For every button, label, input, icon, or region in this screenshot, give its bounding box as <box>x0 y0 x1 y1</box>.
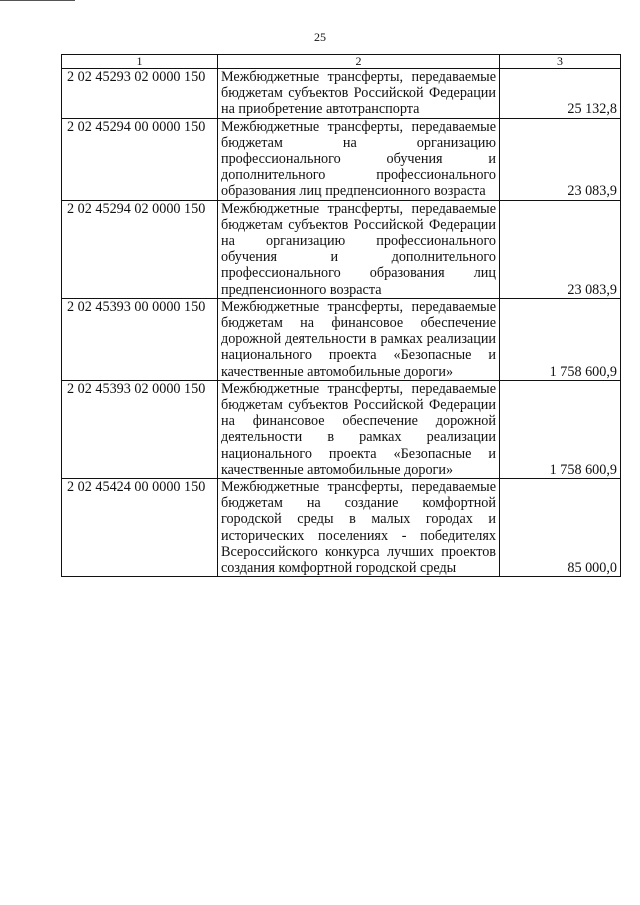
amount-value: 23 083,9 <box>500 118 621 200</box>
transfer-description: Межбюджетные трансферты, передаваемые бюджетам субъектов Российской Федерации на приобретение автотранспорта <box>218 69 500 119</box>
transfer-description: Межбюджетные трансферты, передаваемые бюджетам на создание комфортной городской среды в малых городах и исторических поселениях - победителях Всероссийского конкурса лучших проектов создания комфортной городской среды <box>218 479 500 577</box>
page-corner-mark <box>0 0 75 3</box>
transfer-description: Межбюджетные трансферты, передаваемые бюджетам субъектов Российской Федерации на организацию профессионального обучения и дополнительного профессионального образования лиц предпенсионного возраста <box>218 200 500 298</box>
amount-value: 1 758 600,9 <box>500 298 621 380</box>
budget-code: 2 02 45294 02 0000 150 <box>62 200 218 298</box>
amount-value: 85 000,0 <box>500 479 621 577</box>
amount-value: 1 758 600,9 <box>500 380 621 478</box>
transfer-description: Межбюджетные трансферты, передаваемые бюджетам на финансовое обеспечение дорожной деятельности в рамках реализации национального проекта «Безопасные и качественные автомобильные дороги» <box>218 298 500 380</box>
budget-code: 2 02 45393 02 0000 150 <box>62 380 218 478</box>
page-number: 25 <box>314 30 326 44</box>
budget-table <box>61 54 621 577</box>
budget-code: 2 02 45293 02 0000 150 <box>62 69 218 119</box>
header-col-1: 1 <box>62 55 218 69</box>
amount-value: 23 083,9 <box>500 200 621 298</box>
table-row <box>62 298 621 380</box>
table-header-row <box>62 55 621 69</box>
amount-value: 25 132,8 <box>500 69 621 119</box>
budget-code: 2 02 45424 00 0000 150 <box>62 479 218 577</box>
transfer-description: Межбюджетные трансферты, передаваемые бюджетам субъектов Российской Федерации на финансовое обеспечение дорожной деятельности в рамках реализации национального проекта «Безопасные и качественные автомобильные дороги» <box>218 380 500 478</box>
budget-code: 2 02 45393 00 0000 150 <box>62 298 218 380</box>
table-row <box>62 380 621 478</box>
transfer-description: Межбюджетные трансферты, передаваемые бюджетам на организацию профессионального обучения и дополнительного профессионального образования лиц предпенсионного возраста <box>218 118 500 200</box>
table-row <box>62 69 621 119</box>
budget-code: 2 02 45294 00 0000 150 <box>62 118 218 200</box>
table-row <box>62 118 621 200</box>
header-col-2: 2 <box>218 55 500 69</box>
header-col-3: 3 <box>500 55 621 69</box>
table-row <box>62 200 621 298</box>
table-row <box>62 479 621 577</box>
